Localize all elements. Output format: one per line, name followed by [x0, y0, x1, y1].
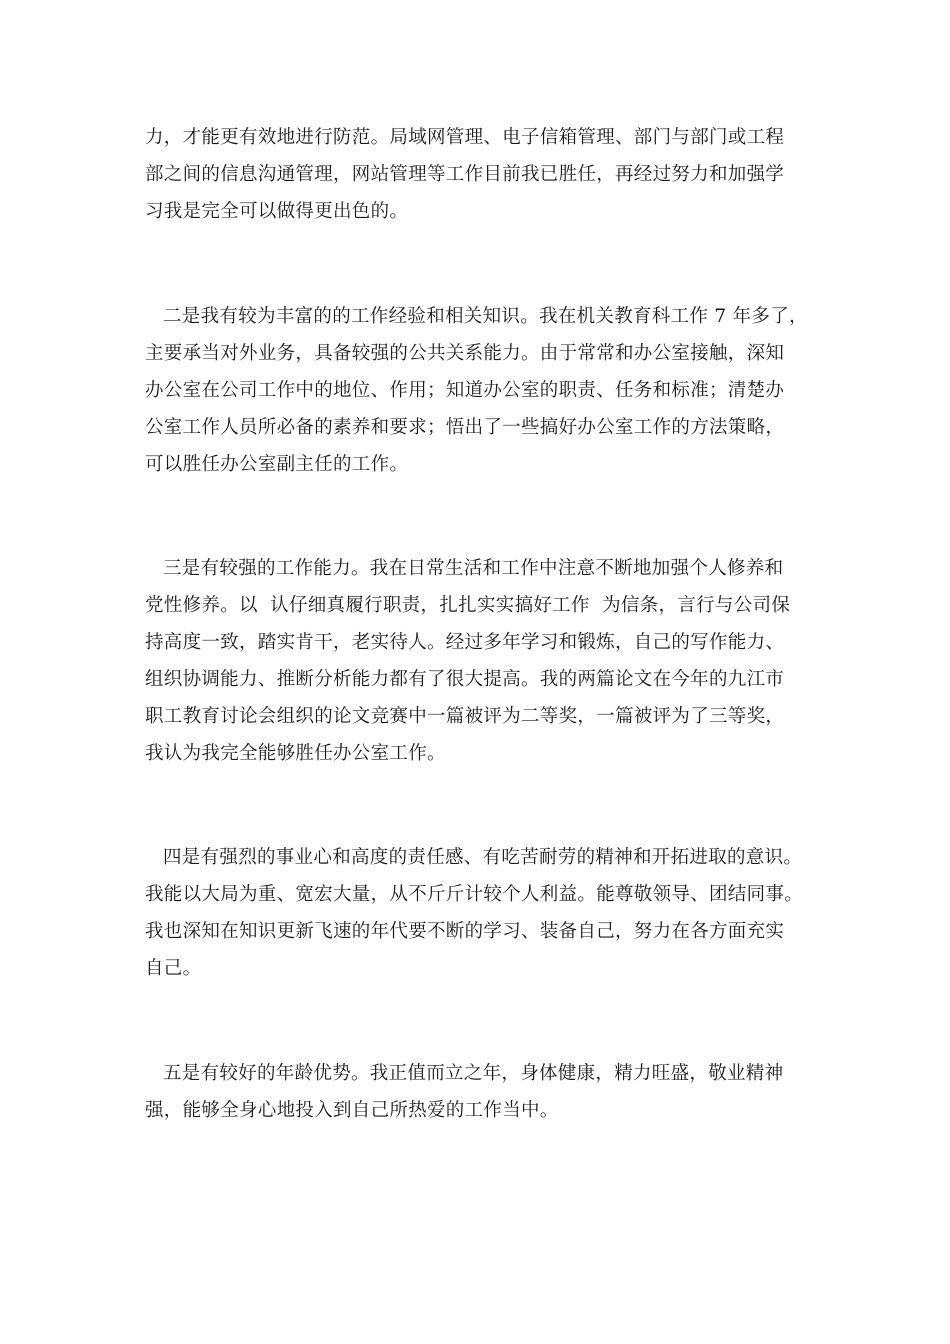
text-line: 我也深知在知识更新飞速的年代要不断的学习、装备自己，努力在各方面充实	[145, 921, 785, 942]
text-line: 主要承当对外业务，具备较强的公共关系能力。由于常常和办公室接触，深知	[145, 343, 785, 364]
text-line: 力，才能更有效地进行防范。局域网管理、电子信箱管理、部门与部门或工程	[145, 127, 785, 148]
paragraph-work-experience	[145, 298, 810, 483]
text-line: 四是有强烈的事业心和高度的责任感、有吃苦耐劳的精神和开拓进取的意识。	[163, 847, 803, 868]
text-line: 部之间的信息沟通管理，网站管理等工作目前我已胜任，再经过努力和加强学	[145, 164, 785, 185]
text-line: 二是我有较为丰富的的工作经验和相关知识。我在机关教育科工作 7 年多了，	[163, 306, 808, 327]
text-line: 公室工作人员所必备的素养和要求；悟出了一些搞好办公室工作的方法策略，	[145, 417, 785, 438]
text-line: 党性修养。以 认仔细真履行职责，扎扎实实搞好工作 为信条，言行与公司保	[145, 595, 791, 616]
text-line: 五是有较好的年龄优势。我正值而立之年，身体健康，精力旺盛，敬业精神	[163, 1063, 784, 1084]
text-line: 习我是完全可以做得更出色的。	[145, 201, 409, 222]
text-line: 三是有较强的工作能力。我在日常生活和工作中注意不断地加强个人修养和	[163, 558, 784, 579]
paragraph-work-ability	[145, 550, 810, 772]
text-line: 办公室在公司工作中的地位、作用；知道办公室的职责、任务和标准；清楚办	[145, 380, 785, 401]
text-line: 可以胜任办公室副主任的工作。	[145, 454, 409, 475]
paragraph-dedication	[145, 839, 810, 987]
paragraph-age-advantage	[145, 1055, 810, 1129]
text-line: 强，能够全身心地投入到自己所热爱的工作当中。	[145, 1100, 559, 1121]
text-line: 职工教育讨论会组织的论文竞赛中一篇被评为二等奖，一篇被评为了三等奖，	[145, 706, 785, 727]
text-line: 我能以大局为重、宽宏大量，从不斤斤计较个人利益。能尊敬领导、团结同事。	[145, 884, 804, 905]
paragraph-network-management	[145, 119, 810, 230]
text-line: 自己。	[145, 958, 202, 979]
text-line: 组织协调能力、推断分析能力都有了很大提高。我的两篇论文在今年的九江市	[145, 669, 785, 690]
text-line: 持高度一致，踏实肯干，老实待人。经过多年学习和锻炼，自己的写作能力、	[145, 632, 785, 653]
text-line: 我认为我完全能够胜任办公室工作。	[145, 743, 446, 764]
